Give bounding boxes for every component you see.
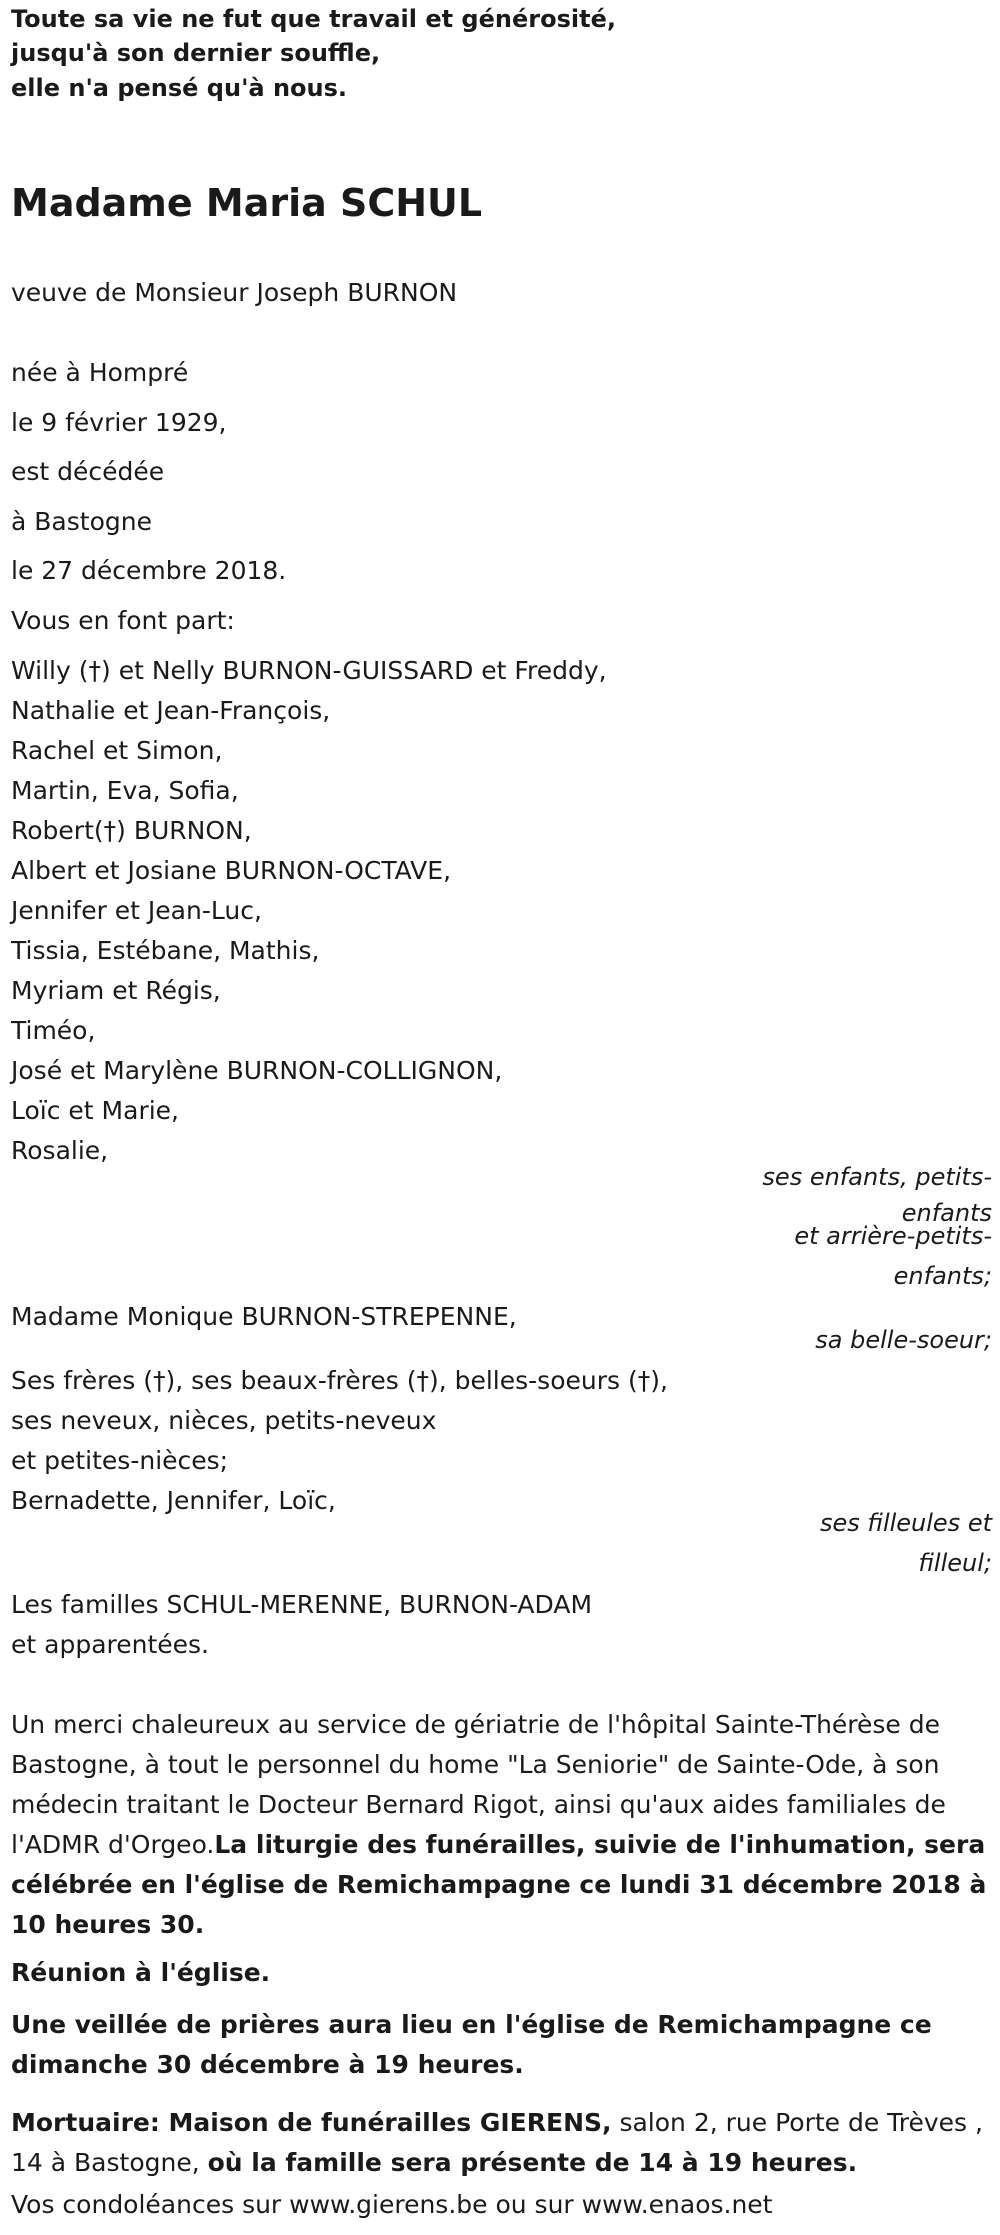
family-line: Albert et Josiane BURNON-OCTAVE, (11, 856, 452, 885)
godchildren-role-2: filleul; (918, 1549, 992, 1577)
death-line: est décédée (11, 457, 165, 486)
godchildren-names: Bernadette, Jennifer, Loïc, (11, 1486, 336, 1515)
announce-line: Vous en font part: (11, 606, 235, 635)
children-role-3: et arrière-petits- (794, 1222, 992, 1250)
vigil-paragraph: Une veillée de prières aura lieu en l'église de Remichampagne ce dimanche 30 décembre à 19 heures. (11, 2010, 932, 2079)
family-line: Myriam et Régis, (11, 976, 221, 1005)
birth-place: née à Hompré (11, 358, 189, 387)
death-date: le 27 décembre 2018. (11, 556, 287, 585)
families-line-2: et apparentées. (11, 1630, 209, 1659)
widow-line: veuve de Monsieur Joseph BURNON (11, 278, 458, 307)
mortuary-address: salon 2, rue Porte de Trèves , 14 à Bastogne, (11, 2108, 983, 2177)
birth-date: le 9 février 1929, (11, 408, 227, 437)
mortuary-label: Mortuaire: Maison de funérailles GIERENS, (11, 2108, 612, 2137)
quote-line-2: jusqu'à son dernier souffle, (11, 39, 381, 67)
family-line: Loïc et Marie, (11, 1096, 179, 1125)
liturgy-text: La liturgie des funérailles, suivie de l'inhumation, sera célébrée en l'église de Remichampagne ce lundi 31 décembre 2018 à 10 heures 30. (11, 1830, 987, 1939)
siblings-line: ses neveux, nièces, petits-neveux (11, 1406, 437, 1435)
siblings-line: et petites-nièces; (11, 1446, 229, 1475)
quote-line-1: Toute sa vie ne fut que travail et générosité, (11, 5, 616, 33)
thanks-paragraph (11, 1705, 991, 1945)
children-role-1: ses enfants, petits- (762, 1163, 992, 1191)
mortuary-paragraph (11, 2103, 991, 2183)
family-line: Nathalie et Jean-François, (11, 696, 331, 725)
children-role-2: enfants (901, 1199, 992, 1227)
family-line: Tissia, Estébane, Mathis, (11, 936, 320, 965)
meeting-line: Réunion à l'église. (11, 1958, 271, 1987)
family-line: José et Marylène BURNON-COLLIGNON, (11, 1056, 503, 1085)
family-line: Rachel et Simon, (11, 736, 223, 765)
family-line: Timéo, (11, 1016, 96, 1045)
thanks-text: Un merci chaleureux au service de gériatrie de l'hôpital Sainte-Thérèse de Bastogne, à tout le personnel du home "La Seniorie" de Sainte-Ode, à son médecin traitant le Docteur Bernard Rigot, ainsi qu'aux aides familiales de l'ADMR d'Orgeo. (11, 1710, 946, 1859)
condolences-line: Vos condoléances sur www.gierens.be ou sur www.enaos.net (11, 2190, 773, 2219)
family-line: Robert(†) BURNON, (11, 816, 252, 845)
siblings-line: Ses frères (†), ses beaux-frères (†), belles-soeurs (†), (11, 1366, 668, 1395)
death-place: à Bastogne (11, 507, 152, 536)
sister-in-law-role: sa belle-soeur; (815, 1326, 992, 1354)
family-line: Jennifer et Jean-Luc, (11, 896, 262, 925)
deceased-name: Madame Maria SCHUL (11, 181, 483, 225)
family-line: Martin, Eva, Sofia, (11, 776, 239, 805)
family-line: Willy (†) et Nelly BURNON-GUISSARD et Freddy, (11, 656, 607, 685)
mortuary-presence: où la famille sera présente de 14 à 19 heures. (207, 2148, 858, 2177)
quote-line-3: elle n'a pensé qu'à nous. (11, 74, 348, 102)
sister-in-law: Madame Monique BURNON-STREPENNE, (11, 1302, 517, 1331)
family-line: Rosalie, (11, 1136, 109, 1165)
families-line-1: Les familles SCHUL-MERENNE, BURNON-ADAM (11, 1590, 593, 1619)
children-role-4: enfants; (893, 1262, 992, 1290)
godchildren-role-1: ses filleules et (820, 1509, 992, 1537)
